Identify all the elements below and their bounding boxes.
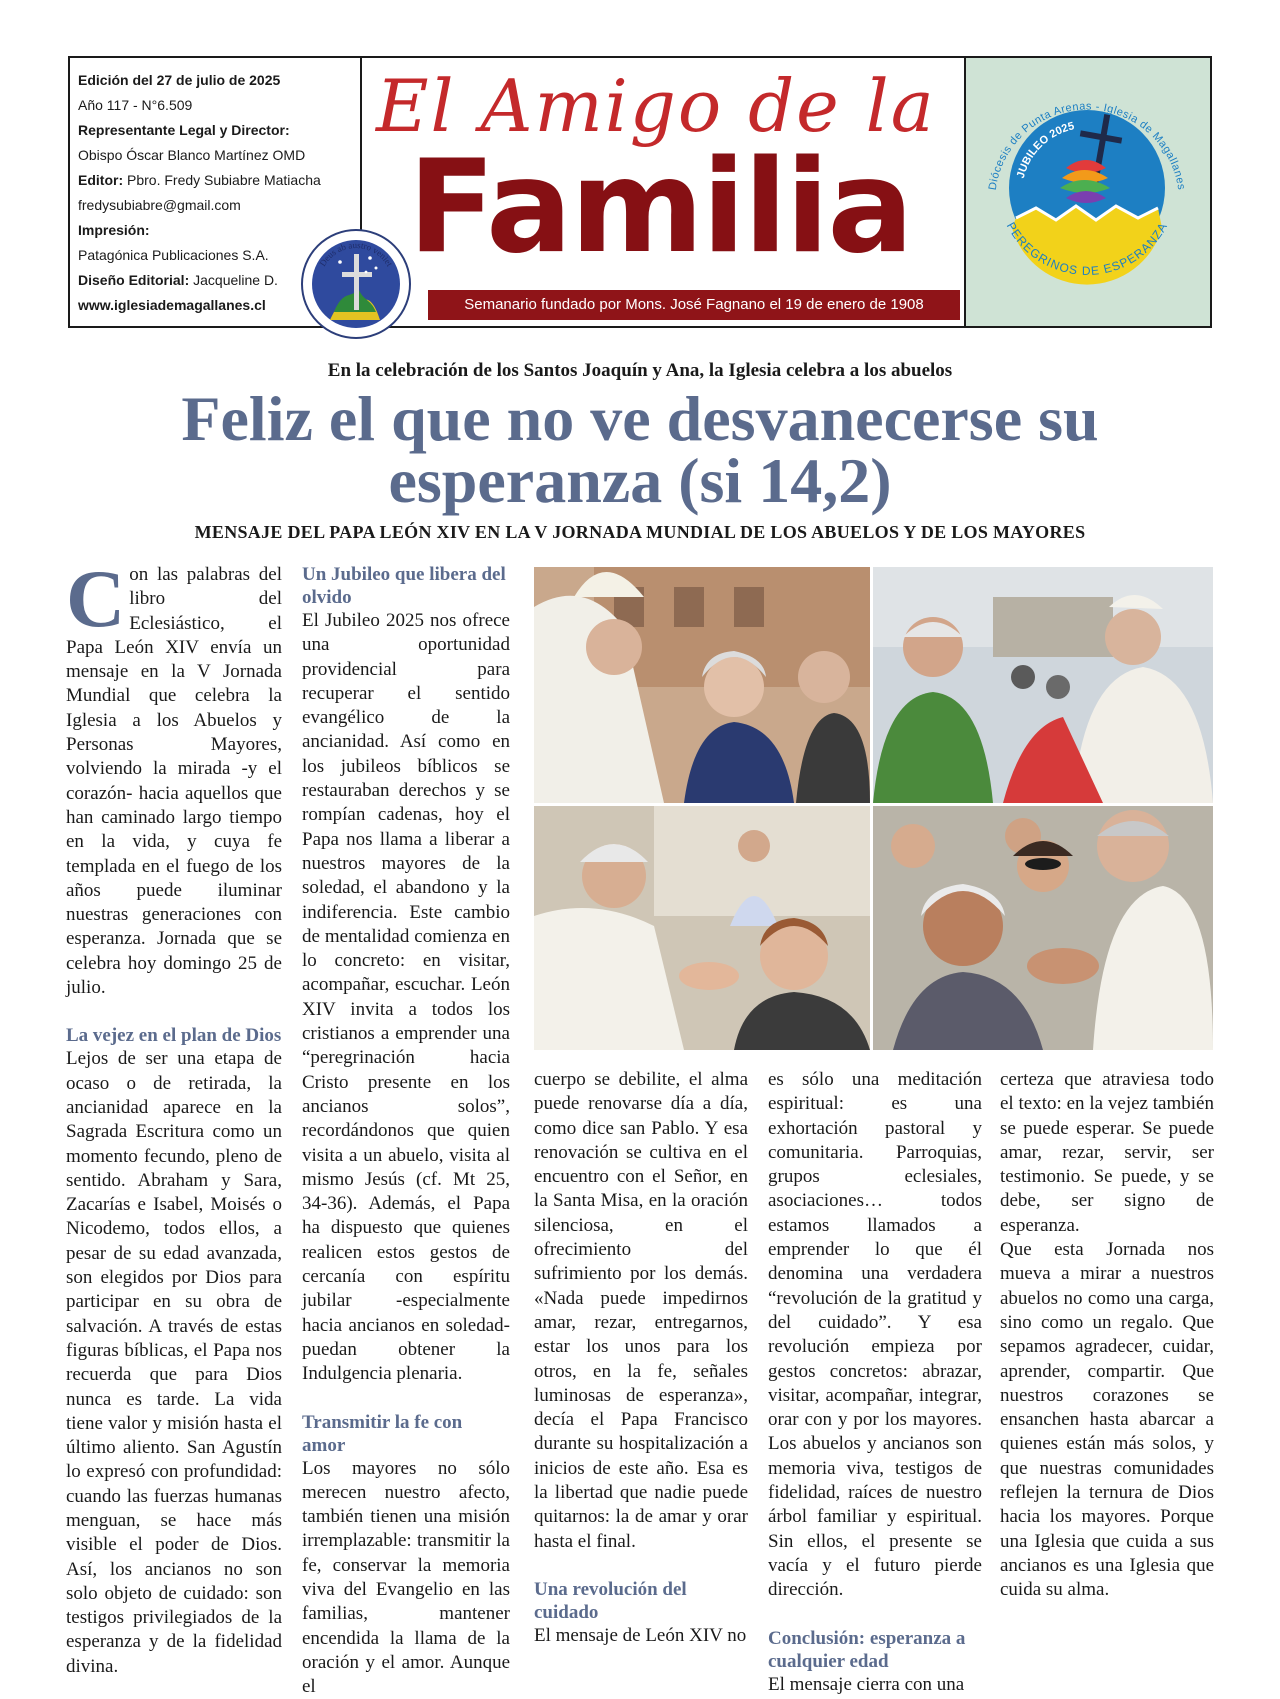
intro-paragraph: on las palabras del libro del Eclesiástico, el Papa León XIV envía un mensaje en la V Jornada Mundial que celebra la Iglesia a los Abuelos y Personas Mayores, volviendo la mirada -y el corazón- hacia aquellos que han caminado largo tiempo en la vida, y cuya fe templada en el fuego de los años puede iluminar nuestras generaciones con esperanza. Jornada que se celebra hoy domingo 25 de julio. — [66, 564, 282, 998]
article-subhead: MENSAJE DEL PAPA LEÓN XIV EN LA V JORNADA MUNDIAL DE LOS ABUELOS Y DE LOS MAYORES — [0, 522, 1280, 543]
jubileo-arc-bottom: PEREGRINOS DE ESPERANZA — [1004, 220, 1171, 278]
section-text-revolucion: El mensaje de León XIV no — [534, 1624, 748, 1648]
editor-label: Editor: — [78, 172, 123, 188]
continuation-text-c5a: certeza que atraviesa todo el texto: en la vejez también se puede esperar. Se puede amar, rezar, servir, ser testimonio. Se puede, y se debe, ser signo de esperanza. — [1000, 1068, 1214, 1238]
editor-email: fredysubiabre@gmail.com — [78, 193, 360, 218]
section-text-transmitir: Los mayores no sólo merecen nuestro afecto, también tienen una misión irremplazable: transmitir la fe, conservar la memoria viva del Evangelio en las familias, mantener encendida la llama de la oración y el amor. Aunque el — [302, 1457, 510, 1699]
column-2 — [302, 563, 510, 1699]
section-heading-revolucion: Una revolución del cuidado — [534, 1578, 748, 1624]
headline-line-1: Feliz el que no ve desvanecerse su — [90, 388, 1190, 450]
year-number: Año 117 - N°6.509 — [78, 93, 360, 118]
photo-pope-greeting-woman — [534, 567, 870, 803]
column-4 — [768, 1068, 982, 1697]
newspaper-title — [362, 58, 1032, 326]
print-label: Impresión: — [78, 218, 360, 243]
column-5 — [1000, 1068, 1214, 1603]
editor-line — [78, 168, 360, 193]
emblem-motto: Deus ab austro veniet — [317, 240, 395, 269]
title-familia: Familia — [408, 144, 912, 272]
section-heading-conclusion: Conclusión: esperanza a cualquier edad — [768, 1627, 982, 1673]
section-text-jubileo: El Jubileo 2025 nos ofrece una oportunidad providencial para recuperar el sentido evangélico de la ancianidad. Así como en los jubileos bíblicos se restauraban derechos y se rompían cadenas, hoy el Papa nos llama a liberar a nuestros mayores de la soledad, el abandono y la indiferencia. Este cambio de mentalidad comienza en lo concreto: en visitar, acompañar, escuchar. León XIV invita a todos los cristianos a emprender una “peregrinación hacia Cristo presente en los ancianos solos”, recordándonos que quien visita a un abuelo, visita al mismo Jesús (cf. Mt 25, 34-36). Además, el Papa ha dispuesto que quienes realicen estos gestos de cercanía con espíritu jubilar -especialmente hacia ancianos en soledad- puedan obtener la Indulgencia plenaria. — [302, 609, 510, 1387]
continuation-text-c4: es sólo una meditación espiritual: es una exhortación pastoral y comunitaria. Parroquias, grupos eclesiales, asociaciones… todos estamos llamados a emprender lo que él denomina una verdadera “revolución de la gratitud y del cuidado”. Y esa revolución empieza por gestos concretos: abrazar, visitar, acompañar, integrar, orar con y por los mayores. Los abuelos y ancianos son memoria viva, testigos de fidelidad, raíces de nuestro árbol familiar y espiritual. Sin ellos, el presente se vacía y el futuro pierde dirección. — [768, 1068, 982, 1603]
section-heading-transmitir: Transmitir la fe con amor — [302, 1411, 510, 1457]
printer-name: Patagónica Publicaciones S.A. — [78, 243, 360, 268]
edition-date: Edición del 27 de julio de 2025 — [78, 68, 360, 93]
section-text-conclusion: El mensaje cierra con una — [768, 1673, 982, 1697]
editor-name: Pbro. Fredy Subiabre Matiacha — [123, 172, 321, 188]
article-kicker: En la celebración de los Santos Joaquín y Ana, la Iglesia celebra a los abuelos — [0, 360, 1280, 382]
jubileo-2025-icon — [966, 58, 1208, 322]
masthead — [68, 56, 1212, 328]
jubileo-arc-top: Diócesis de Punta Arenas - Iglesia de Magallanes — [987, 100, 1188, 190]
jubileo-logo — [964, 58, 1210, 326]
section-heading-jubileo: Un Jubileo que libera del olvido — [302, 563, 510, 609]
headline-line-2: esperanza (si 14,2) — [90, 450, 1190, 512]
title-script: El Amigo de la — [376, 64, 936, 148]
photo-elderly-woman-smiling — [873, 806, 1213, 1050]
website-link[interactable]: www.iglesiademagallanes.cl — [78, 293, 360, 318]
design-label: Diseño Editorial: — [78, 272, 189, 288]
section-heading-vejez: La vejez en el plan de Dios — [66, 1024, 282, 1047]
continuation-text-c5b: Que esta Jornada nos mueva a mirar a nuestros abuelos no como una carga, sino como un regalo. Que sepamos agradecer, cuidar, aprender, compartir. Que nuestros corazones se ensanchen hasta abarcar a quienes están más solos, y que nuestras comunidades reflejen la ternura de Dios hacia los mayores. Porque una Iglesia que cuida a sus ancianos es una Iglesia que cuida su alma. — [1000, 1238, 1214, 1602]
section-text-vejez: Lejos de ser una etapa de ocaso o de retirada, la ancianidad aparece en la Sagrada Escritura como un momento fecundo, pleno de sentido. Abraham y Sara, Zacarías e Isabel, Moisés o Nicodemo, todos ellos, a pesar de su edad avanzada, son elegidos por Dios para participar en su obra de salvación. A través de estas figuras bíblicas, el Papa nos recuerda que para Dios nunca es tarde. La vida tiene valor y misión hasta el último aliento. San Agustín lo expresó con profundidad: cuando las fuerzas humanas menguan, se hace más visible el poder de Dios. Así, los ancianos no son solo objeto de cuidado: son testigos privilegiados de la esperanza y de la fidelidad divina. — [66, 1047, 282, 1679]
legal-rep-label: Representante Legal y Director: — [78, 118, 360, 143]
continuation-text-c3: cuerpo se debilite, el alma puede renovarse día a día, como dice san Pablo. Y esa renovación se cultiva en el encuentro con el Señor, en la Santa Misa, en la oración silenciosa, en el ofrecimiento del sufrimiento por los demás. «Nada puede impedirnos amar, rezar, entregarnos, estar los unos para los otros, en la fe, señales luminosas de esperanza», decía el Papa Francisco durante su hospitalización a inicios de este año. Esa es la libertad que nadie puede quitarnos: la de amar y orar hasta el final. — [534, 1068, 748, 1554]
column-1 — [66, 563, 282, 1679]
founded-banner: Semanario fundado por Mons. José Fagnano el 19 de enero de 1908 — [428, 290, 960, 320]
photo-pope-greeting-elderly-man — [873, 567, 1213, 803]
jubileo-inner: JUBILEO 2025 — [1015, 120, 1076, 179]
photo-pope-holding-hands — [534, 806, 870, 1050]
designer-name: Jacqueline D. — [189, 272, 278, 288]
legal-rep-name: Obispo Óscar Blanco Martínez OMD — [78, 143, 360, 168]
column-3 — [534, 1068, 748, 1648]
diocese-emblem-icon — [300, 228, 412, 340]
article-headline — [90, 388, 1190, 512]
drop-cap: C — [66, 565, 125, 633]
